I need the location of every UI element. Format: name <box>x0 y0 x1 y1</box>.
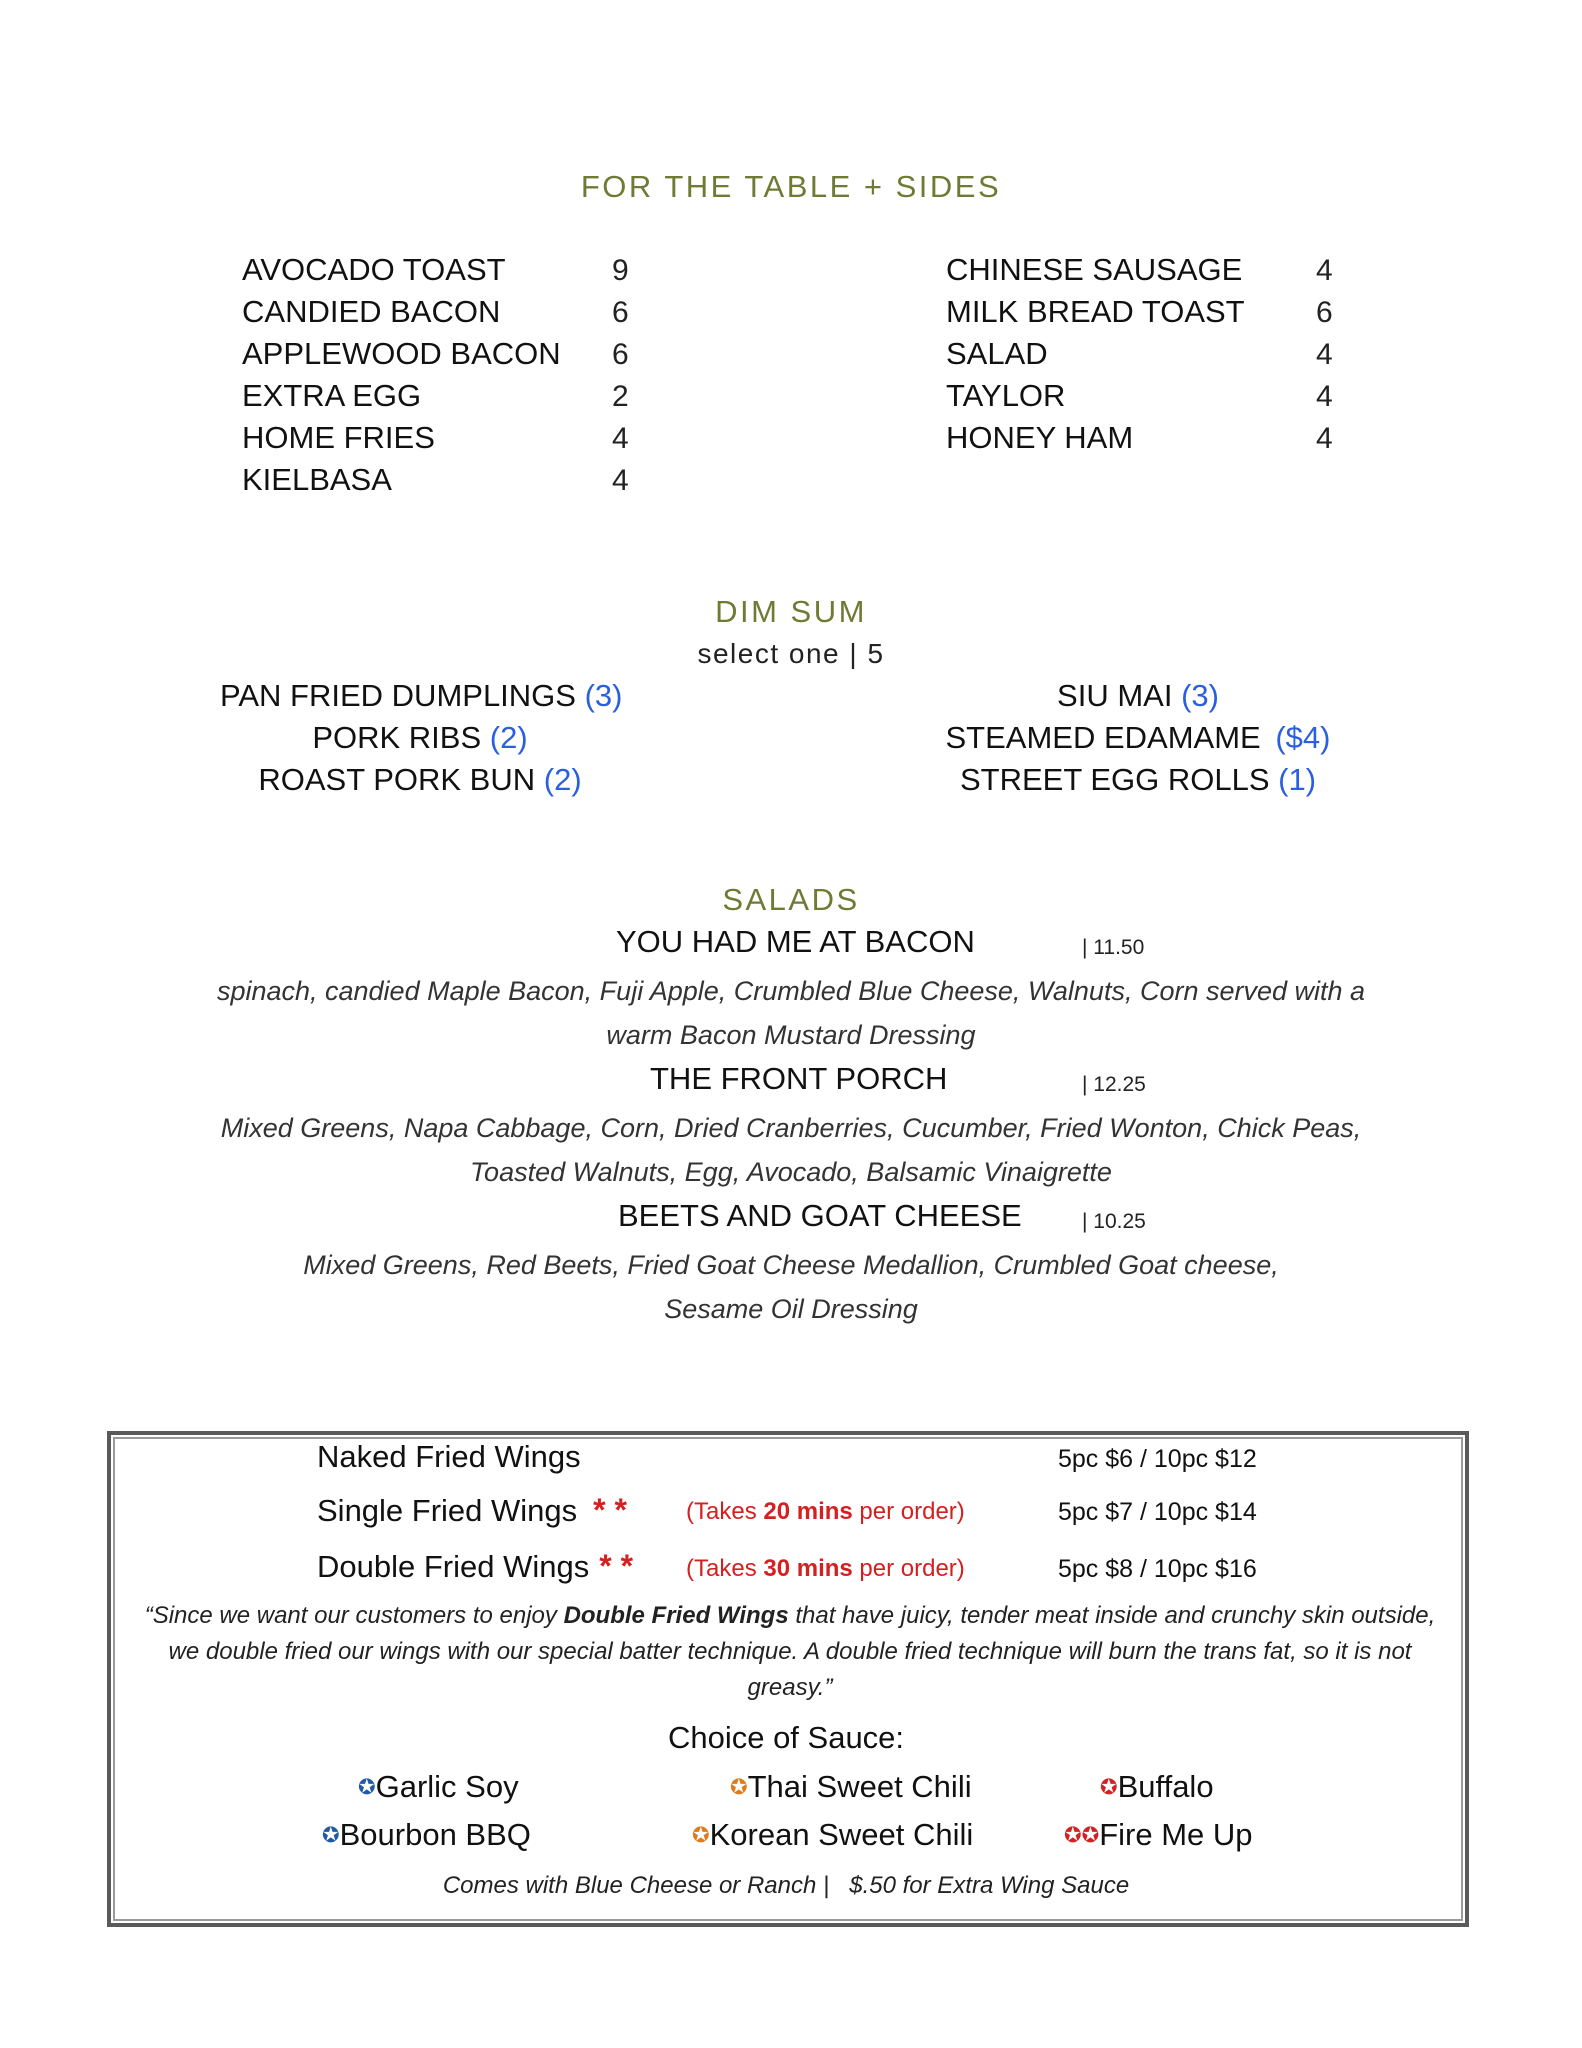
star-icon: ✪ <box>322 1824 340 1847</box>
wing-item-label: Double Fried Wings <box>317 1549 590 1584</box>
sauce-name: Buffalo <box>1117 1769 1214 1804</box>
salad-name: THE FRONT PORCH <box>650 1061 948 1096</box>
quote-post: that have juicy, tender meat inside and crunchy skin outside, we double fried our wings with our special batter technique. A double fried technique will burn the trans fat, so it is not greasy.” <box>168 1602 1436 1701</box>
double-star-icon: ✪✪ <box>1064 1824 1100 1847</box>
dim-sum-item-name: STEAMED EDAMAME <box>945 720 1261 755</box>
quote-bold: Double Fried Wings <box>563 1602 789 1629</box>
dim-sum-item <box>938 762 1338 798</box>
star-icon: ✪ <box>1100 1776 1118 1799</box>
wing-item-price: 5pc $7 / 10pc $14 <box>1058 1498 1257 1526</box>
dim-sum-item <box>220 762 620 798</box>
list-item-name: TAYLOR <box>946 378 1066 413</box>
salad-name: YOU HAD ME AT BACON <box>616 924 975 959</box>
wings-footer-note: Comes with Blue Cheese or Ranch | $.50 for Extra Wing Sauce <box>442 1872 1130 1899</box>
list-item-name: MILK BREAD TOAST <box>946 294 1245 329</box>
wing-item-stars: * * <box>599 1548 634 1584</box>
list-item-name: CHINESE SAUSAGE <box>946 252 1243 287</box>
salad-price: | 11.50 <box>1082 936 1145 959</box>
salad-price: | 10.25 <box>1082 1210 1146 1233</box>
time-note-pre: (Takes <box>686 1498 764 1525</box>
dim-sum-item-name: SIU MAI <box>1057 678 1173 713</box>
quote-pre: “Since we want our customers to enjoy <box>144 1602 564 1629</box>
wing-item-name <box>317 1439 581 1475</box>
wing-item-name <box>317 1492 627 1529</box>
time-note-post: per order) <box>852 1555 965 1582</box>
list-item-price: 9 <box>612 254 629 287</box>
wing-item-price: 5pc $8 / 10pc $16 <box>1058 1555 1257 1583</box>
salad-description: Sesame Oil Dressing <box>664 1294 918 1324</box>
wing-item-price: 5pc $6 / 10pc $12 <box>1058 1445 1257 1473</box>
dim-sum-item <box>220 720 620 756</box>
wings-quote <box>130 1598 1450 1706</box>
dim-sum-item-name: ROAST PORK BUN <box>258 762 536 797</box>
list-item-price: 4 <box>1316 380 1333 413</box>
sauce-option <box>730 1769 972 1805</box>
wing-item-stars: * * <box>593 1492 627 1528</box>
dim-sum-item-name: STREET EGG ROLLS <box>959 762 1270 797</box>
wing-item-time-note <box>686 1555 965 1583</box>
dim-sum-subtitle: select one | 5 <box>697 638 885 669</box>
star-icon: ✪ <box>358 1776 376 1799</box>
sauce-title: Choice of Sauce: <box>667 1720 905 1755</box>
list-item-name: APPLEWOOD BACON <box>242 336 561 371</box>
list-item-name: HONEY HAM <box>946 420 1134 455</box>
list-item-name: KIELBASA <box>242 462 392 497</box>
list-item-price: 4 <box>612 464 629 497</box>
section-title-table-sides: FOR THE TABLE + SIDES <box>580 169 1002 204</box>
dim-sum-item-count: (3) <box>1181 678 1219 713</box>
dim-sum-item <box>220 678 623 714</box>
list-item-price: 6 <box>612 338 629 371</box>
section-title-salads: SALADS <box>722 882 860 917</box>
list-item-price: 4 <box>612 422 629 455</box>
star-icon: ✪ <box>692 1824 710 1847</box>
dim-sum-item-count: (2) <box>489 720 528 755</box>
salad-description: warm Bacon Mustard Dressing <box>606 1020 976 1050</box>
dim-sum-item <box>938 720 1338 756</box>
dim-sum-item <box>938 678 1338 714</box>
time-note-post: per order) <box>852 1498 965 1525</box>
list-item-price: 4 <box>1316 422 1333 455</box>
sauce-name: Korean Sweet Chili <box>709 1817 974 1852</box>
sauce-option <box>1064 1817 1253 1853</box>
dim-sum-item-name: PAN FRIED DUMPLINGS <box>220 678 576 713</box>
list-item-price: 6 <box>612 296 629 329</box>
time-note-minutes: 30 mins <box>763 1555 853 1582</box>
sauce-option <box>692 1817 973 1853</box>
list-item-price: 6 <box>1316 296 1333 329</box>
wing-item-label: Naked Fried Wings <box>317 1439 581 1474</box>
wing-item-name <box>317 1548 633 1585</box>
wing-item-label: Single Fried Wings <box>317 1493 578 1528</box>
sauce-option <box>322 1817 531 1853</box>
dim-sum-item-count: (3) <box>584 678 623 713</box>
sauce-option <box>358 1769 519 1805</box>
sauce-name: Thai Sweet Chili <box>747 1769 972 1804</box>
section-title-dim-sum: DIM SUM <box>715 594 867 629</box>
dim-sum-item-count: ($4) <box>1275 720 1331 755</box>
list-item-name: HOME FRIES <box>242 420 435 455</box>
salad-description: Mixed Greens, Napa Cabbage, Corn, Dried Cranberries, Cucumber, Fried Wonton, Chick Peas, <box>220 1113 1362 1143</box>
list-item-name: AVOCADO TOAST <box>242 252 506 287</box>
dim-sum-item-count: (2) <box>543 762 582 797</box>
sauce-name: Fire Me Up <box>1099 1817 1253 1852</box>
salad-description: spinach, candied Maple Bacon, Fuji Apple, Crumbled Blue Cheese, Walnuts, Corn served with a <box>216 976 1366 1006</box>
sauce-option <box>1100 1769 1214 1805</box>
time-note-pre: (Takes <box>686 1555 764 1582</box>
star-icon: ✪ <box>730 1776 748 1799</box>
time-note-minutes: 20 mins <box>763 1498 853 1525</box>
salad-price: | 12.25 <box>1082 1073 1146 1096</box>
salad-name: BEETS AND GOAT CHEESE <box>618 1198 1022 1233</box>
wing-item-time-note <box>686 1498 965 1526</box>
dim-sum-item-count: (1) <box>1278 762 1317 797</box>
salad-description: Toasted Walnuts, Egg, Avocado, Balsamic Vinaigrette <box>470 1157 1112 1187</box>
list-item-price: 4 <box>1316 338 1333 371</box>
sauce-name: Garlic Soy <box>375 1769 519 1804</box>
salad-description: Mixed Greens, Red Beets, Fried Goat Cheese Medallion, Crumbled Goat cheese, <box>303 1250 1279 1280</box>
sauce-name: Bourbon BBQ <box>339 1817 531 1852</box>
list-item-name: EXTRA EGG <box>242 378 422 413</box>
list-item-price: 4 <box>1316 254 1333 287</box>
list-item-name: CANDIED BACON <box>242 294 501 329</box>
dim-sum-item-name: PORK RIBS <box>312 720 482 755</box>
list-item-name: SALAD <box>946 336 1048 371</box>
list-item-price: 2 <box>612 380 629 413</box>
